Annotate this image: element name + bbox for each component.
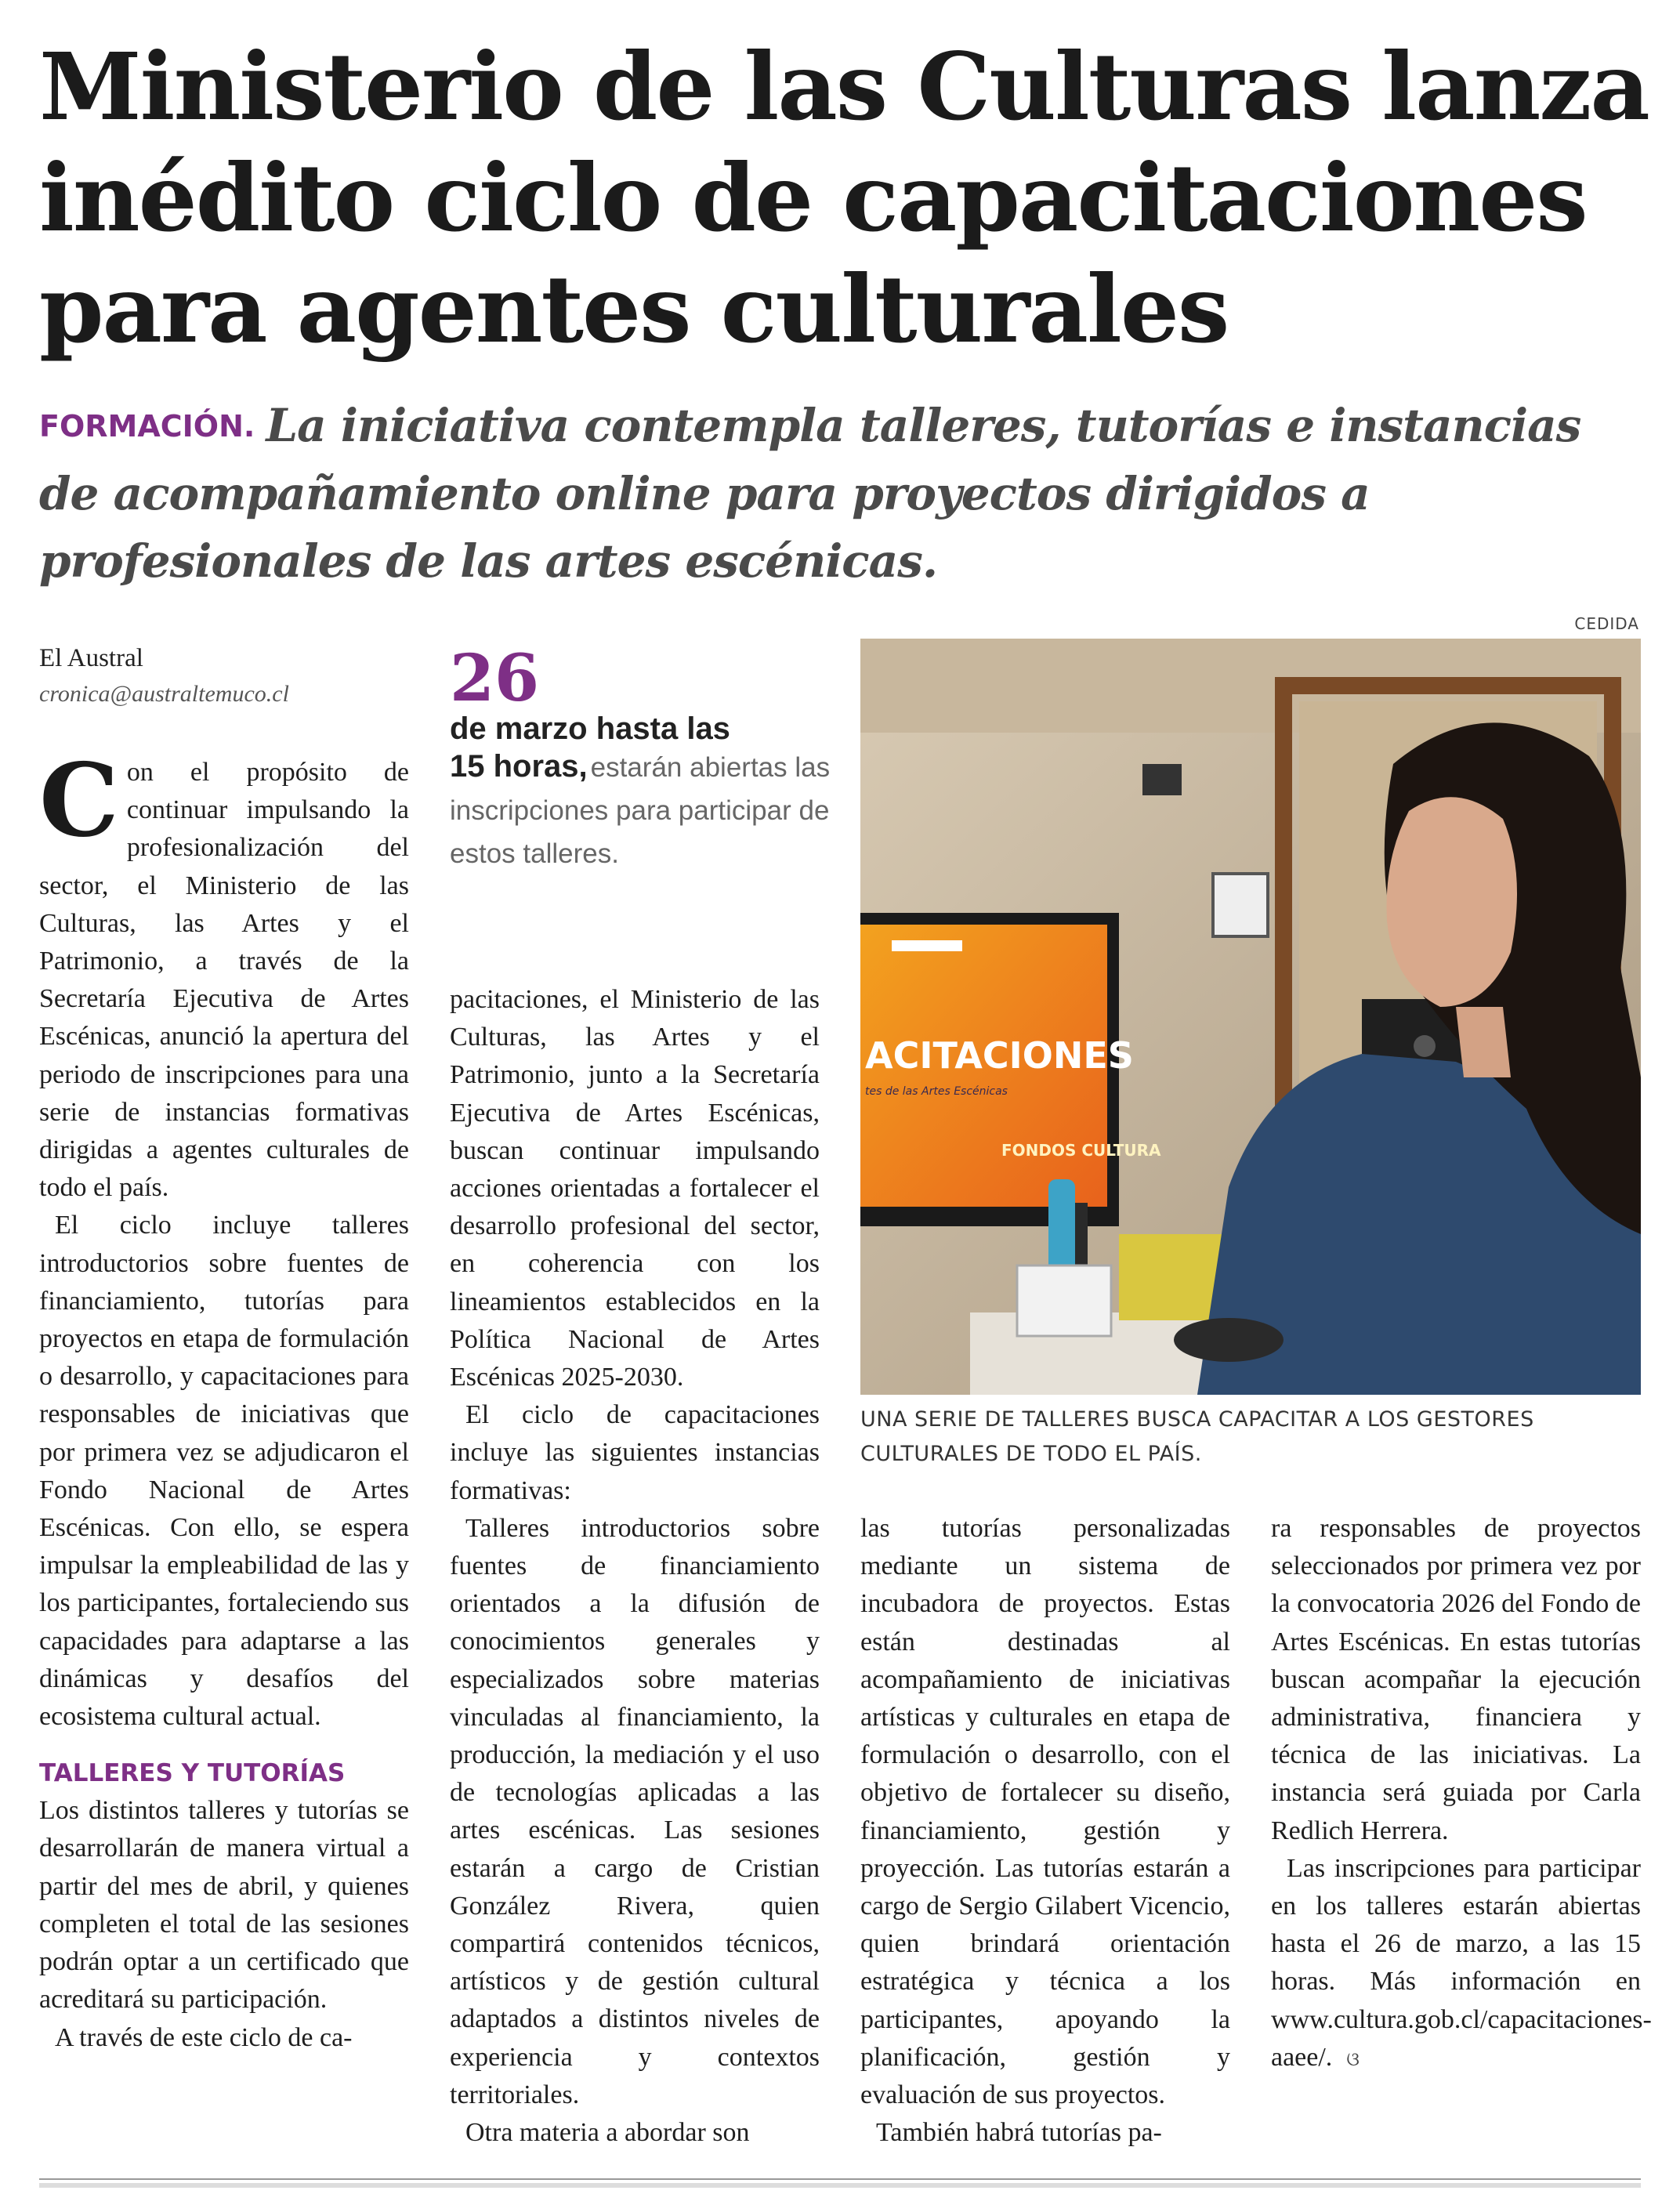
paragraph: Otra materia a abordar son xyxy=(465,2118,750,2148)
screen-brand: FONDOS CULTURA xyxy=(1001,1141,1161,1160)
callout-rest: estarán abiertas las inscripciones para participar de estos talleres. xyxy=(450,752,831,869)
drop-cap: C xyxy=(39,742,119,860)
article-column-3 xyxy=(860,1510,1230,2152)
end-mark-icon: ଓ xyxy=(1346,2047,1360,2070)
article-column-2 xyxy=(450,981,820,2152)
screen-title: ACITACIONES xyxy=(865,1034,1134,1077)
deck-line-2: de acompañamiento online para proyectos dirigidos a xyxy=(39,467,1370,520)
headline-line-2: inédito ciclo de capacitaciones xyxy=(39,143,1587,252)
deck-text-1: La iniciativa contempla talleres, tutorías e instancias xyxy=(266,399,1581,452)
article-photo xyxy=(860,639,1641,1395)
paragraph: Talleres introductorios sobre fuentes de financiamiento orientados a la difusión de conocimientos generales y especializados sobre materias vinculadas al financiamiento, la producción, la mediación y el uso de tecnologías aplicadas a las artes escénicas. Las sesiones estarán a cargo de Cristian González Rivera, quien compartirá contenidos técnicos, artísticos y de gestión cultural adaptados a distintos niveles de experiencia y contextos territoriales. xyxy=(450,1513,820,2109)
footer-band xyxy=(39,2183,1641,2188)
callout-box xyxy=(450,641,842,878)
byline-email: cronica@australtemuco.cl xyxy=(39,681,289,707)
paragraph: A través de este ciclo de ca- xyxy=(55,2022,353,2052)
photo-caption: UNA SERIE DE TALLERES BUSCA CAPACITAR A LOS GESTORES CULTURALES DE TODO EL PAÍS. xyxy=(860,1407,1534,1466)
byline-name: El Austral xyxy=(39,644,143,672)
article-column-4 xyxy=(1271,1510,1652,2078)
paragraph-text: Las inscripciones para participar en los talleres estarán abiertas hasta el 26 de marzo, a las 15 horas. Más información en www.cultura.gob.cl/capacitaciones-aaee/. xyxy=(1271,1853,1652,2072)
bottom-rule xyxy=(39,2178,1641,2180)
paragraph: ra responsables de proyectos seleccionados por primera vez por la convocatoria 2026 del Fondo de Artes Escénicas. En estas tutorías buscan acompañar la ejecución administrativa, financiera y técnica de las iniciativas. La instancia será guiada por Carla Redlich Herrera. xyxy=(1271,1514,1641,1845)
headline-line-3: para agentes culturales xyxy=(39,255,1229,364)
paragraph: También habrá tutorías pa- xyxy=(876,2118,1162,2148)
article-column-1 xyxy=(39,742,409,2057)
section-kicker: FORMACIÓN. xyxy=(39,409,255,444)
paragraph: pacitaciones, el Ministerio de las Culturas, las Artes y el Patrimonio, junto a la Secretaría Ejecutiva de Artes Escénicas, buscan continuar impulsando acciones orientadas a fortalecer el desarrollo profesional del sector, en coherencia con los lineamientos establecidos en la Política Nacional de Artes Escénicas 2025-2030. xyxy=(450,985,820,1392)
paragraph: El ciclo incluye talleres introductorios sobre fuentes de financiamiento, tutorías para proyectos en etapa de formulación o desarrollo, y capacitaciones para responsables de iniciativas que por primera vez se adjudicaron el Fondo Nacional de Artes Escénicas. Con ello, se espera impulsar la empleabilidad de las y los participantes, fortaleciendo sus capacidades para adaptarse a las dinámicas y desafíos del ecosistema cultural actual. xyxy=(39,1211,409,1732)
paragraph xyxy=(39,742,409,1207)
paragraph: Los distintos talleres y tutorías se desarrollarán de manera virtual a partir del mes de abril, y quienes completen el total de las sesiones podrán optar a un certificado que acreditará su participación. xyxy=(39,1796,409,2015)
screen-subtitle: tes de las Artes Escénicas xyxy=(865,1085,1008,1098)
photo-illustration xyxy=(860,639,1641,1395)
paragraph-text: on el propósito de continuar impulsando la profesionalización del sector, el Ministerio de las Culturas, las Artes y el Patrimonio, a través de la Secretaría Ejecutiva de Artes Escénicas, anunció la apertura del periodo de inscripciones para una serie de instancias formativas dirigidas a agentes culturales de todo el país. xyxy=(39,758,409,1203)
headline-line-1: Ministerio de las Culturas lanza xyxy=(39,32,1649,141)
subheading: TALLERES Y TUTORÍAS xyxy=(39,1759,346,1788)
paragraph: las tutorías personalizadas mediante un sistema de incubadora de proyectos. Estas están destinadas al acompañamiento de iniciativas artísticas y culturales en etapa de formulación o desarrollo, con el objetivo de fortalecer su diseño, financiamiento, gestión y proyección. Las tutorías estarán a cargo de Sergio Gilabert Vicencio, quien brindará orientación estratégica y técnica a los participantes, apoyando la planificación, gestión y evaluación de sus proyectos. xyxy=(860,1514,1230,2110)
deck xyxy=(39,392,1653,595)
callout-lead-1: de marzo hasta las xyxy=(450,711,730,746)
callout-body xyxy=(450,748,842,878)
headline xyxy=(39,31,1649,365)
deck-line-1 xyxy=(39,392,1653,460)
deck-line-3: profesionales de las artes escénicas. xyxy=(39,534,938,588)
callout-lead-2: 15 horas, xyxy=(450,749,588,784)
paragraph: El ciclo de capacitaciones incluye las siguientes instancias formativas: xyxy=(450,1400,820,1505)
byline xyxy=(39,644,415,708)
callout-number: 26 xyxy=(450,641,540,716)
photo-credit: CEDIDA xyxy=(1574,614,1639,633)
paragraph xyxy=(1271,1850,1652,2078)
